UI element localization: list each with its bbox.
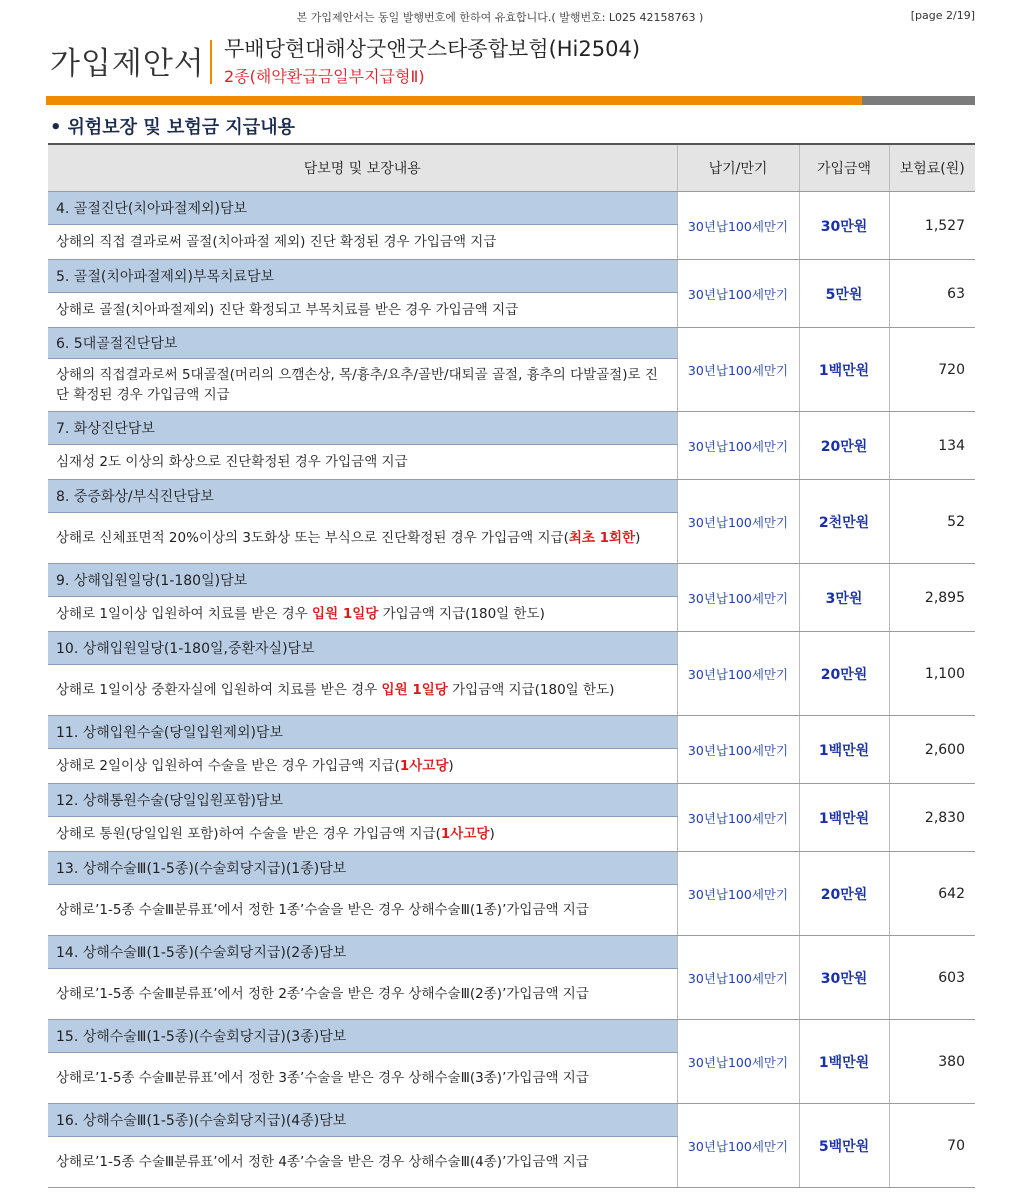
coverage-row bbox=[48, 784, 975, 817]
table-header-row bbox=[48, 144, 975, 192]
highlight-text: 최초 1회한 bbox=[568, 530, 636, 546]
coverage-row bbox=[48, 632, 975, 665]
premium-value: 1,527 bbox=[924, 217, 965, 234]
description-text: ) bbox=[635, 530, 641, 546]
document-title: 가입제안서 bbox=[50, 46, 205, 82]
coverage-amount bbox=[799, 1104, 889, 1188]
coverage-name: 7. 화상진단담보 bbox=[48, 412, 677, 445]
column-header: 가입금액 bbox=[799, 144, 889, 192]
description-text: 상해로 2일이상 입원하여 수술을 받은 경우 가입금액 지급( bbox=[56, 758, 400, 774]
coverage-amount bbox=[799, 852, 889, 936]
coverage-name: 15. 상해수술Ⅲ(1-5종)(수술회당지급)(3종)담보 bbox=[48, 1020, 677, 1053]
payment-term-value: 30년납100세만기 bbox=[687, 667, 789, 682]
payment-term-value: 30년납100세만기 bbox=[687, 971, 789, 986]
description-text: ) bbox=[489, 826, 495, 842]
title-divider bbox=[210, 40, 212, 84]
description-text: 심재성 2도 이상의 화상으로 진단확정된 경우 가입금액 지급 bbox=[56, 454, 408, 470]
coverage-amount-value: 5백만원 bbox=[818, 1138, 870, 1155]
payment-term bbox=[677, 936, 799, 1020]
coverage-amount-value: 3만원 bbox=[825, 590, 863, 607]
payment-term bbox=[677, 632, 799, 716]
coverage-amount bbox=[799, 328, 889, 412]
payment-term-value: 30년납100세만기 bbox=[687, 811, 789, 826]
coverage-amount-value: 1백만원 bbox=[818, 810, 870, 827]
coverage-row bbox=[48, 716, 975, 749]
premium bbox=[889, 564, 975, 632]
column-header: 납기/만기 bbox=[677, 144, 799, 192]
coverage-description bbox=[48, 359, 677, 412]
premium-value: 134 bbox=[938, 437, 965, 454]
section-title bbox=[50, 113, 295, 139]
description-text: 상해로’1-5종 수술Ⅲ분류표’에서 정한 1종’수술을 받은 경우 상해수술Ⅲ(1종)’가입금액 지급 bbox=[56, 902, 589, 918]
column-header: 보험료(원) bbox=[889, 144, 975, 192]
coverage-amount bbox=[799, 480, 889, 564]
coverage-row bbox=[48, 852, 975, 885]
payment-term-value: 30년납100세만기 bbox=[687, 219, 789, 234]
payment-term bbox=[677, 716, 799, 784]
coverage-amount-value: 20만원 bbox=[820, 438, 868, 455]
description-text: 상해로 신체표면적 20%이상의 3도화상 또는 부식으로 진단확정된 경우 가입금액 지급( bbox=[56, 530, 569, 546]
coverage-row bbox=[48, 1020, 975, 1053]
coverage-amount-value: 30만원 bbox=[820, 970, 868, 987]
bullet-icon: • bbox=[50, 117, 62, 138]
description-text: 상해의 직접 결과로써 골절(치아파절 제외) 진단 확정된 경우 가입금액 지급 bbox=[56, 234, 497, 250]
premium bbox=[889, 632, 975, 716]
premium-value: 52 bbox=[947, 513, 965, 530]
coverage-description bbox=[48, 1053, 677, 1104]
payment-term bbox=[677, 328, 799, 412]
coverage-amount-value: 1백만원 bbox=[818, 362, 870, 379]
premium-value: 2,895 bbox=[924, 589, 965, 606]
coverage-amount bbox=[799, 260, 889, 328]
payment-term bbox=[677, 1104, 799, 1188]
description-text: 상해로’1-5종 수술Ⅲ분류표’에서 정한 3종’수술을 받은 경우 상해수술Ⅲ(3종)’가입금액 지급 bbox=[56, 1070, 589, 1086]
coverage-row bbox=[48, 328, 975, 359]
coverage-name: 13. 상해수술Ⅲ(1-5종)(수술회당지급)(1종)담보 bbox=[48, 852, 677, 885]
description-text: ) bbox=[448, 758, 454, 774]
description-text: 상해의 직접결과로써 5대골절(머리의 으깸손상, 목/흉추/요추/골반/대퇴골 골절, 흉추의 다발골절)로 진단 확정된 경우 가입금액 지급 bbox=[56, 367, 658, 403]
coverage-row bbox=[48, 564, 975, 597]
description-text: 상해로’1-5종 수술Ⅲ분류표’에서 정한 2종’수술을 받은 경우 상해수술Ⅲ(2종)’가입금액 지급 bbox=[56, 986, 589, 1002]
coverage-amount-value: 20만원 bbox=[820, 666, 868, 683]
coverage-row bbox=[48, 260, 975, 293]
highlight-text: 1사고당 bbox=[399, 758, 449, 774]
description-text: 가입금액 지급(180일 한도) bbox=[378, 606, 545, 622]
payment-term bbox=[677, 852, 799, 936]
premium-value: 720 bbox=[938, 361, 965, 378]
section-title-text: 위험보장 및 보험금 지급내용 bbox=[67, 117, 295, 138]
product-name: 무배당현대해상굿앤굿스타종합보험(Hi2504) bbox=[224, 37, 641, 61]
premium bbox=[889, 784, 975, 852]
premium bbox=[889, 412, 975, 480]
coverage-name: 5. 골절(치아파절제외)부목치료담보 bbox=[48, 260, 677, 293]
description-text: 상해로 1일이상 입원하여 치료를 받은 경우 bbox=[56, 606, 313, 622]
coverage-name: 14. 상해수술Ⅲ(1-5종)(수술회당지급)(2종)담보 bbox=[48, 936, 677, 969]
product-type: 2종(해약환급금일부지급형Ⅱ) bbox=[224, 67, 425, 86]
coverage-row bbox=[48, 1104, 975, 1137]
coverage-description bbox=[48, 445, 677, 480]
description-text: 가입금액 지급(180일 한도) bbox=[447, 682, 615, 698]
coverage-name: 9. 상해입원일당(1-180일)담보 bbox=[48, 564, 677, 597]
payment-term-value: 30년납100세만기 bbox=[687, 515, 789, 530]
payment-term-value: 30년납100세만기 bbox=[687, 439, 789, 454]
premium-value: 603 bbox=[938, 969, 965, 986]
premium bbox=[889, 260, 975, 328]
coverage-amount-value: 1백만원 bbox=[818, 742, 870, 759]
coverage-name: 10. 상해입원일당(1-180일,중환자실)담보 bbox=[48, 632, 677, 665]
premium bbox=[889, 192, 975, 260]
payment-term bbox=[677, 784, 799, 852]
payment-term bbox=[677, 260, 799, 328]
premium-value: 380 bbox=[938, 1053, 965, 1070]
payment-term bbox=[677, 564, 799, 632]
coverage-amount bbox=[799, 632, 889, 716]
description-text: 상해로 통원(당일입원 포함)하여 수술을 받은 경우 가입금액 지급( bbox=[56, 826, 441, 842]
payment-term-value: 30년납100세만기 bbox=[687, 887, 789, 902]
coverage-rows bbox=[48, 192, 975, 1188]
payment-term bbox=[677, 192, 799, 260]
coverage-name: 11. 상해입원수술(당일입원제외)담보 bbox=[48, 716, 677, 749]
coverage-description bbox=[48, 597, 677, 632]
coverage-amount bbox=[799, 564, 889, 632]
validity-notice: 본 가입제안서는 동일 발행번호에 한하여 유효합니다.( 발행번호: L025 42158763 ) bbox=[296, 11, 704, 24]
payment-term-value: 30년납100세만기 bbox=[687, 1055, 789, 1070]
coverage-amount-value: 1백만원 bbox=[818, 1054, 870, 1071]
coverage-row bbox=[48, 480, 975, 513]
coverage-amount-value: 30만원 bbox=[820, 218, 868, 235]
payment-term bbox=[677, 412, 799, 480]
description-text: 상해로’1-5종 수술Ⅲ분류표’에서 정한 4종’수술을 받은 경우 상해수술Ⅲ(4종)’가입금액 지급 bbox=[56, 1154, 589, 1170]
premium bbox=[889, 1020, 975, 1104]
header-rule-orange bbox=[46, 96, 862, 105]
coverage-amount bbox=[799, 784, 889, 852]
premium bbox=[889, 852, 975, 936]
premium bbox=[889, 480, 975, 564]
coverage-amount-value: 20만원 bbox=[820, 886, 868, 903]
premium bbox=[889, 328, 975, 412]
column-header: 담보명 및 보장내용 bbox=[48, 144, 677, 192]
highlight-text: 입원 1일당 bbox=[312, 606, 379, 622]
premium bbox=[889, 936, 975, 1020]
highlight-text: 입원 1일당 bbox=[381, 682, 448, 698]
coverage-name: 12. 상해통원수술(당일입원포함)담보 bbox=[48, 784, 677, 817]
coverage-amount bbox=[799, 936, 889, 1020]
payment-term-value: 30년납100세만기 bbox=[687, 287, 789, 302]
coverage-description bbox=[48, 885, 677, 936]
premium-value: 2,830 bbox=[924, 809, 965, 826]
payment-term-value: 30년납100세만기 bbox=[687, 743, 789, 758]
coverage-amount bbox=[799, 1020, 889, 1104]
payment-term-value: 30년납100세만기 bbox=[687, 1139, 789, 1154]
description-text: 상해로 1일이상 중환자실에 입원하여 치료를 받은 경우 bbox=[56, 682, 382, 698]
coverage-row bbox=[48, 936, 975, 969]
coverage-description bbox=[48, 665, 677, 716]
coverage-description bbox=[48, 817, 677, 852]
coverage-amount-value: 2천만원 bbox=[818, 514, 870, 531]
payment-term bbox=[677, 1020, 799, 1104]
header-rule-gray bbox=[862, 96, 975, 105]
premium bbox=[889, 1104, 975, 1188]
premium-value: 63 bbox=[947, 285, 965, 302]
premium-value: 1,100 bbox=[924, 665, 965, 682]
highlight-text: 1사고당 bbox=[440, 826, 490, 842]
coverage-description bbox=[48, 293, 677, 328]
coverage-amount-value: 5만원 bbox=[825, 286, 863, 303]
coverage-description bbox=[48, 513, 677, 564]
coverage-name: 4. 골절진단(치아파절제외)담보 bbox=[48, 192, 677, 225]
payment-term-value: 30년납100세만기 bbox=[687, 363, 789, 378]
coverage-name: 16. 상해수술Ⅲ(1-5종)(수술회당지급)(4종)담보 bbox=[48, 1104, 677, 1137]
coverage-amount bbox=[799, 412, 889, 480]
premium-value: 70 bbox=[947, 1137, 965, 1154]
coverage-name: 8. 중증화상/부식진단담보 bbox=[48, 480, 677, 513]
coverage-amount bbox=[799, 716, 889, 784]
coverage-description bbox=[48, 969, 677, 1020]
payment-term bbox=[677, 480, 799, 564]
premium-value: 2,600 bbox=[924, 741, 965, 758]
payment-term-value: 30년납100세만기 bbox=[687, 591, 789, 606]
premium-value: 642 bbox=[938, 885, 965, 902]
coverage-table bbox=[48, 143, 975, 1188]
coverage-description bbox=[48, 749, 677, 784]
description-text: 상해로 골절(치아파절제외) 진단 확정되고 부목치료를 받은 경우 가입금액 지급 bbox=[56, 302, 519, 318]
coverage-name: 6. 5대골절진단담보 bbox=[48, 328, 677, 359]
coverage-description bbox=[48, 1137, 677, 1188]
page-number: [page 2/19] bbox=[910, 9, 975, 22]
premium bbox=[889, 716, 975, 784]
coverage-amount bbox=[799, 192, 889, 260]
coverage-description bbox=[48, 225, 677, 260]
coverage-row bbox=[48, 192, 975, 225]
coverage-row bbox=[48, 412, 975, 445]
